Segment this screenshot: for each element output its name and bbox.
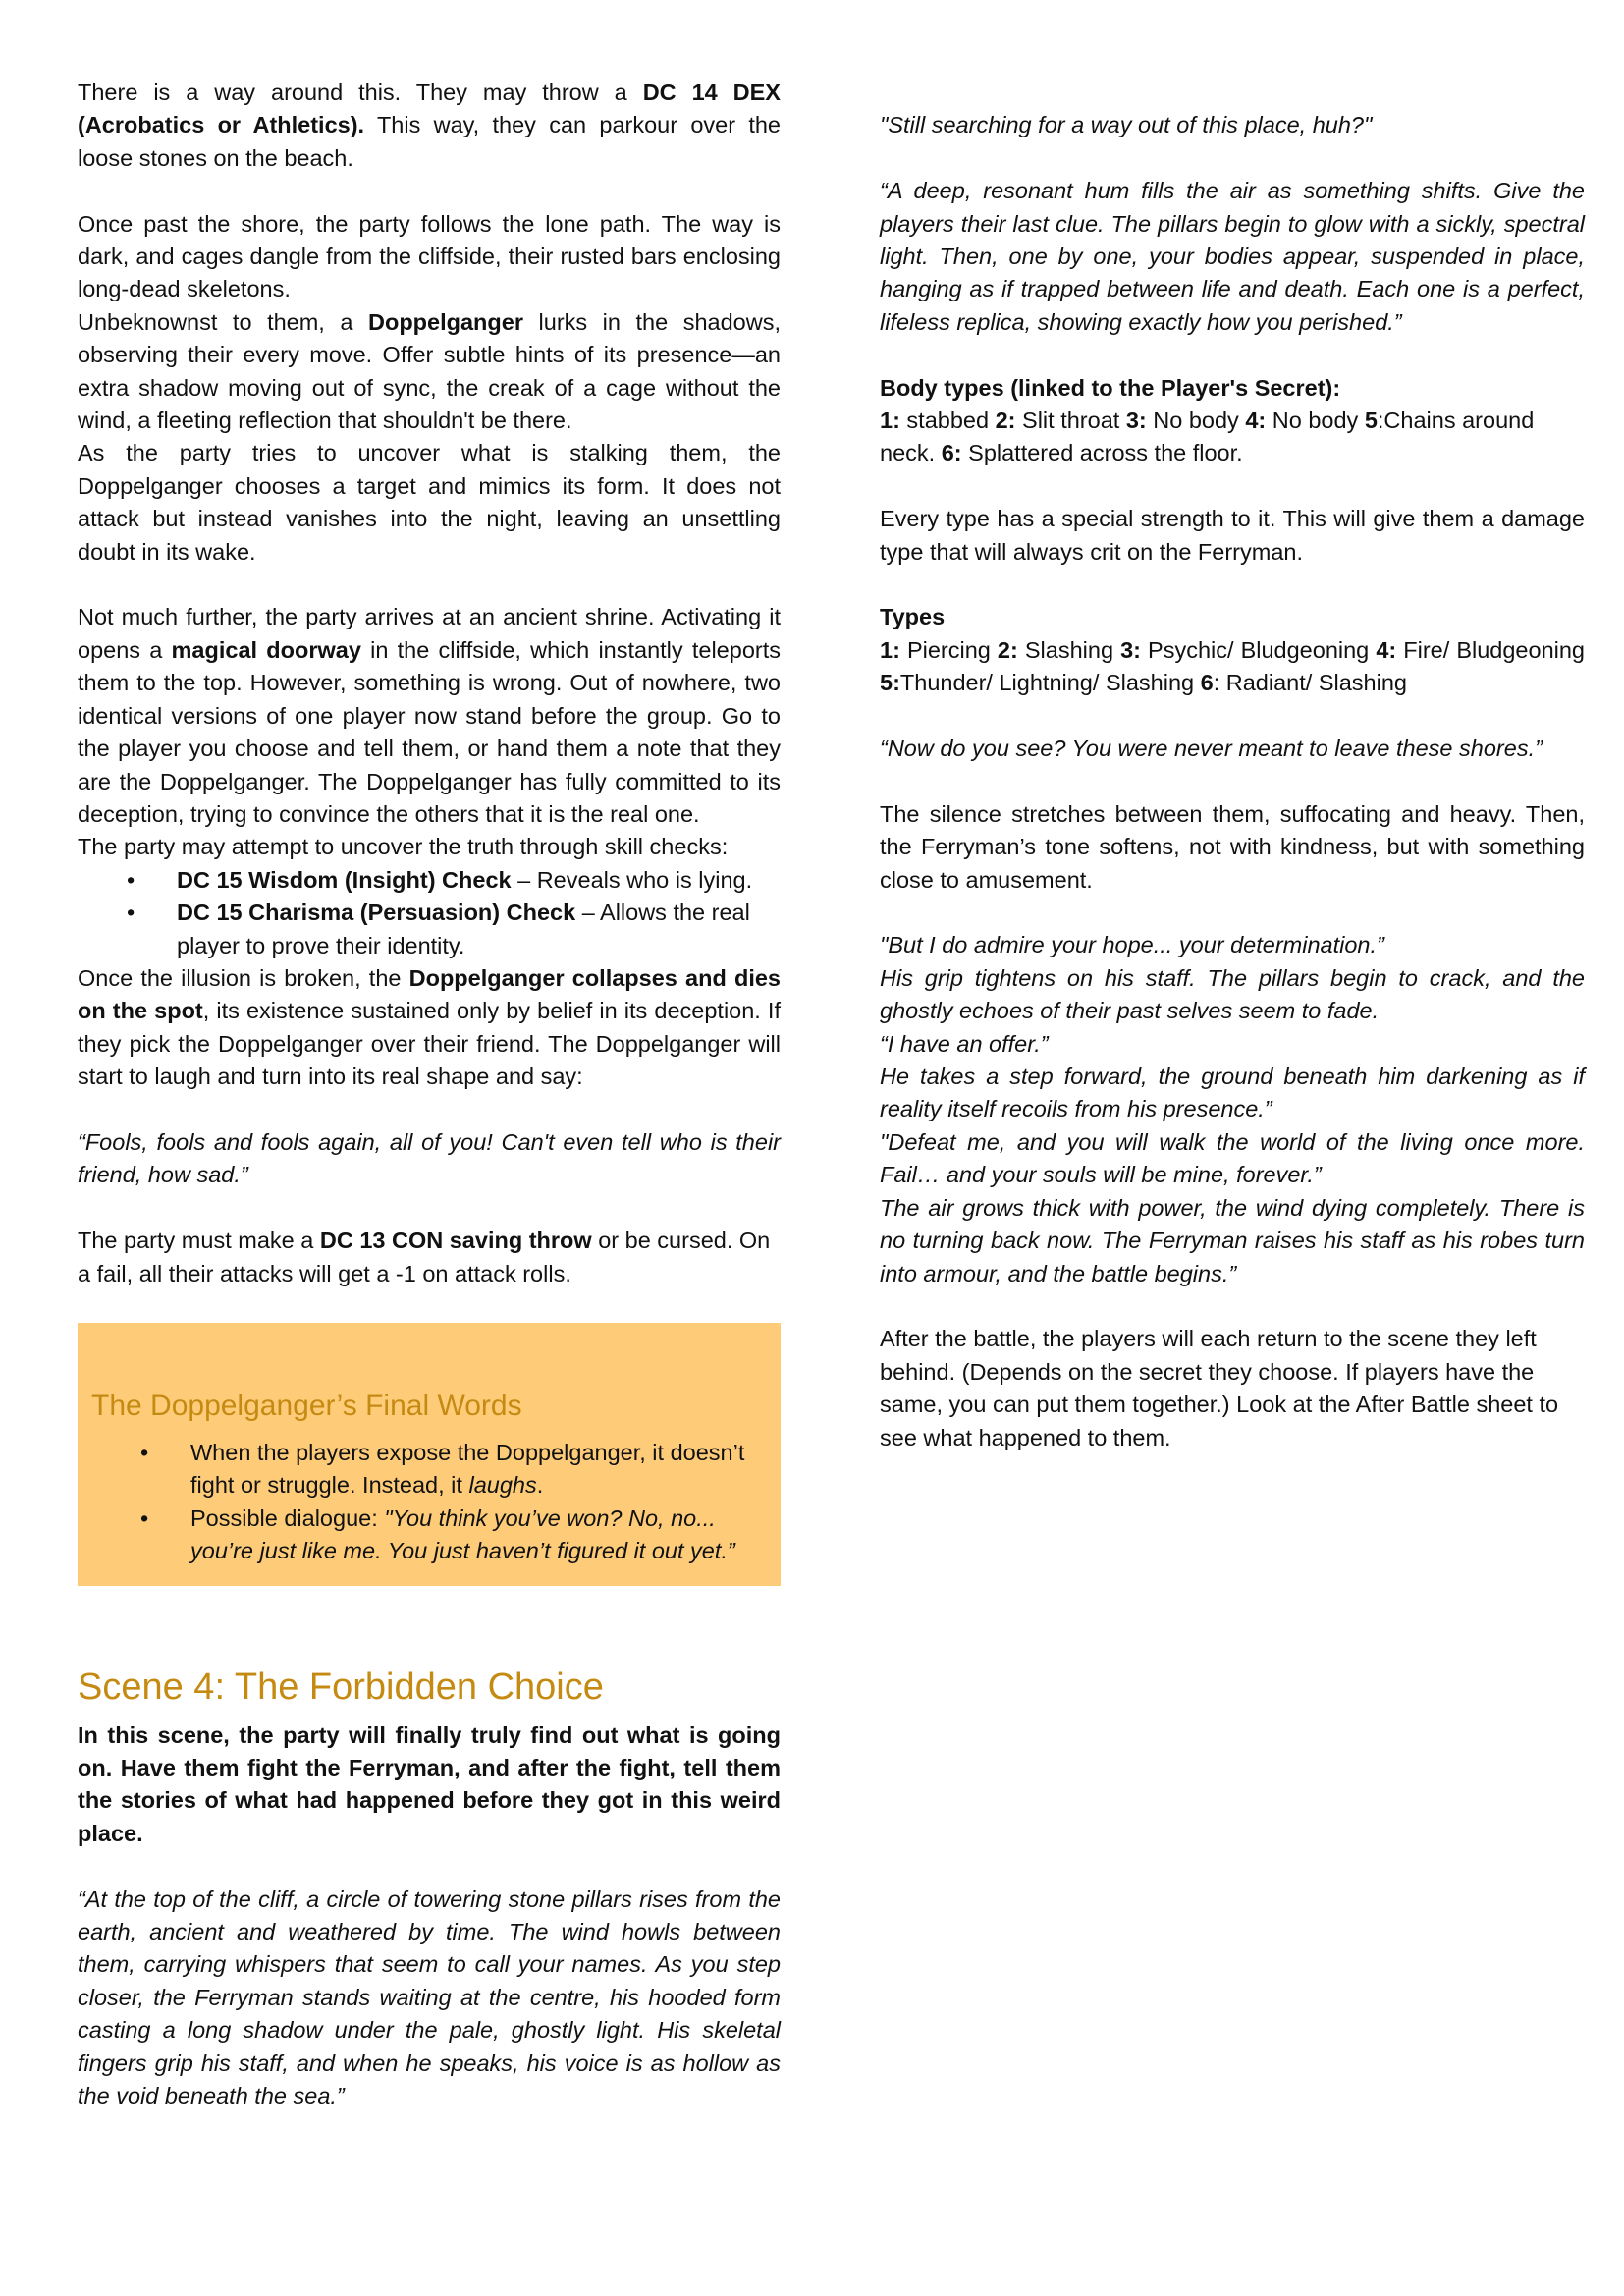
paragraph-illusion-broken <box>78 962 781 1094</box>
heading-bold: Types <box>880 604 946 630</box>
text: in the cliffside, which instantly teleports them to the top. However, something is wrong. Out of nowhere, two identical versions of one player now stand before the group. Go to the player you choose and tell them, or hand them a note that they are the Doppelganger. The Doppelganger has fully committed to its deception, trying to convince the others that it is the real one. <box>78 636 781 827</box>
callout-list <box>91 1437 767 1568</box>
number: 1: <box>880 636 900 663</box>
quote-fools: “Fools, fools and fools again, all of you! Can't even tell who is their friend, how sad.” <box>78 1128 781 1188</box>
check-effect: – Reveals who is lying. <box>511 866 753 893</box>
quote-line: "But I do admire your hope... your determination.” <box>880 932 1384 958</box>
body-type: stabbed <box>899 408 996 434</box>
number: 3: <box>1125 408 1147 434</box>
text: Once the illusion is broken, the <box>78 964 409 991</box>
con-save-bold: DC 13 CON saving throw <box>319 1228 592 1254</box>
text: There is a way around this. They may throw a <box>78 80 643 105</box>
dex-check-bold: DC 14 DEX (Acrobatics or Athletics). <box>78 80 781 138</box>
text: Unbeknownst to them, a <box>78 308 368 335</box>
list-item <box>91 1503 767 1568</box>
paragraph-con-save <box>78 1225 781 1290</box>
paragraph-ancient-shrine <box>78 601 781 831</box>
body-types-heading <box>880 372 1585 405</box>
text: This way, they can parkour over the loose stones on the beach. <box>78 112 781 171</box>
paragraph-silence: The silence stretches between them, suffocating and heavy. Then, the Ferryman’s tone softens, not with kindness, but with something close to amusement. <box>880 800 1585 893</box>
scene-title: Scene 4: The Forbidden Choice <box>78 1666 604 1708</box>
quote-cliff-top: “At the top of the cliff, a circle of towering stone pillars rises from the earth, ancient and weathered by time. The wind howls between them, carrying whispers that seem to call your names. As you step closer, the Ferryman stands waiting at the centre, his hooded form casting a long shadow under the pale, ghostly light. His skeletal fingers grip his staff, and when he speaks, his voice is as hollow as the void beneath the sea.” <box>78 1886 781 2109</box>
paragraph-mimics-form: As the party tries to uncover what is stalking them, the Doppelganger chooses a target and mimics its form. It does not attack but instead vanishes into the night, leaving an unsettling doubt in its wake. <box>78 440 781 565</box>
paragraph-dex-check <box>78 77 781 175</box>
quote-still-searching: "Still searching for a way out of this place, huh?" <box>880 112 1373 138</box>
quote-line: His grip tightens on his staff. The pillars begin to crack, and the ghostly echoes of their past selves seem to fade. <box>880 964 1585 1024</box>
number: 3: <box>1120 636 1141 663</box>
right-column <box>880 77 1585 1454</box>
damage-type: Piercing <box>899 636 998 663</box>
number: 5 <box>1364 408 1378 434</box>
magical-doorway-bold: magical doorway <box>171 636 361 663</box>
text: or be cursed. On a fail, all their attacks will get a -1 on attack rolls. <box>78 1228 771 1286</box>
number: 6: <box>941 440 962 466</box>
laughs-italic: laughs <box>468 1472 537 1499</box>
paragraph-after-battle: After the battle, the players will each return to the scene they left behind. (Depends on the secret they choose. If players have the same, you can put them together.) Look at the After Battle sheet to see what happened to them. <box>880 1326 1559 1450</box>
paragraph-doppelganger-lurks <box>78 306 781 438</box>
callout-title: The Doppelganger’s Final Words <box>91 1389 522 1422</box>
bullet-icon: • <box>127 900 135 926</box>
damage-type: Slashing <box>1017 636 1121 663</box>
text: lurks in the shadows, observing their every move. Offer subtle hints of its presence—an extra shadow moving out of sync, the creak of a cage without the wind, a fleeting reflection that shouldn't be there. <box>78 308 781 434</box>
body-types-list <box>880 405 1585 470</box>
quote-line: The air grows thick with power, the wind dying completely. There is no turning back now. The Ferryman raises his staff as his robes turn into armour, and the battle begins.” <box>880 1194 1585 1286</box>
skill-check-list <box>78 864 781 962</box>
scene-intro-bold: In this scene, the party will finally truly find out what is going on. Have them fight the Ferryman, and after the fight, tell them the stories of what had happened before they got in this weird place. <box>78 1722 781 1846</box>
bullet-icon: • <box>140 1439 149 1465</box>
number: 2: <box>995 408 1016 434</box>
number: 4: <box>1376 636 1397 663</box>
scene-intro <box>78 1720 781 1851</box>
paragraph-special-strength: Every type has a special strength to it. This will give them a damage type that will always crit on the Ferryman. <box>880 506 1585 565</box>
types-heading <box>880 601 1585 633</box>
number: 4: <box>1245 408 1267 434</box>
bullet-icon: • <box>140 1504 149 1531</box>
number: 1: <box>880 408 900 434</box>
text: Not much further, the party arrives at an ancient shrine. Activating it opens a <box>78 604 781 663</box>
body-type: Splattered across the floor. <box>961 440 1243 466</box>
quote-now-do-you-see: “Now do you see? You were never meant to leave these shores.” <box>880 736 1543 762</box>
list-item <box>78 864 781 897</box>
number: 6 <box>1200 670 1214 696</box>
quote-resonant-hum: “A deep, resonant hum fills the air as something shifts. Give the players their last clue. The pillars begin to glow with a sickly, spectral light. Then, one by one, your bodies appear, suspended in place, hanging as if trapped between life and death. Each one is a perfect, lifeless replica, showing exactly how you perished.” <box>880 178 1585 335</box>
text: , its existence sustained only by belief in its deception. If they pick the Doppelganger over their friend. The Doppelganger will start to laugh and turn into its real shape and say: <box>78 998 781 1090</box>
quote-line: "Defeat me, and you will walk the world of the living once more. Fail… and your souls will be mine, forever.” <box>880 1128 1585 1188</box>
heading-bold: Body types (linked to the Player's Secret): <box>880 374 1341 401</box>
types-list <box>880 634 1585 700</box>
bullet-icon: • <box>127 866 135 893</box>
text: Possible dialogue: <box>190 1504 385 1531</box>
paragraph-skill-checks: The party may attempt to uncover the truth through skill checks: <box>78 834 729 860</box>
number: 5: <box>880 670 900 696</box>
dialogue-italic: "You think you’ve won? No, no... you’re just like me. You just haven’t figured it out yet.” <box>190 1504 735 1564</box>
damage-type: Fire/ Bludgeoning <box>1396 636 1585 663</box>
list-item <box>78 897 781 962</box>
check-name: DC 15 Charisma (Persuasion) Check <box>177 900 576 926</box>
check-effect: – Allows the real player to prove their identity. <box>177 900 750 958</box>
damage-type: Psychic/ Bludgeoning <box>1140 636 1377 663</box>
text: The party must make a <box>78 1228 320 1254</box>
quote-line: He takes a step forward, the ground beneath him darkening as if reality itself recoils from his presence.” <box>880 1064 1585 1122</box>
paragraph-lone-path: Once past the shore, the party follows the lone path. The way is dark, and cages dangle from the cliffside, their rusted bars enclosing long-dead skeletons. <box>78 210 781 302</box>
left-column <box>78 77 781 2112</box>
body-type: Slit throat <box>1015 408 1126 434</box>
body-type: No body <box>1146 408 1246 434</box>
body-type: :Chains around neck. <box>880 408 1535 466</box>
collapses-bold: Doppelganger collapses and dies on the spot <box>78 964 781 1024</box>
damage-type: Thunder/ Lightning/ Slashing <box>899 670 1201 696</box>
text: . <box>536 1472 544 1499</box>
damage-type: : Radiant/ Slashing <box>1213 670 1407 696</box>
text: When the players expose the Doppelganger, it doesn’t fight or struggle. Instead, it <box>190 1439 745 1499</box>
callout-box <box>78 1323 781 1586</box>
number: 2: <box>997 636 1018 663</box>
doppelganger-bold: Doppelganger <box>368 308 523 335</box>
body-type: No body <box>1266 408 1365 434</box>
list-item <box>91 1437 767 1503</box>
quote-line: “I have an offer.” <box>880 1030 1049 1057</box>
check-name: DC 15 Wisdom (Insight) Check <box>177 866 512 893</box>
